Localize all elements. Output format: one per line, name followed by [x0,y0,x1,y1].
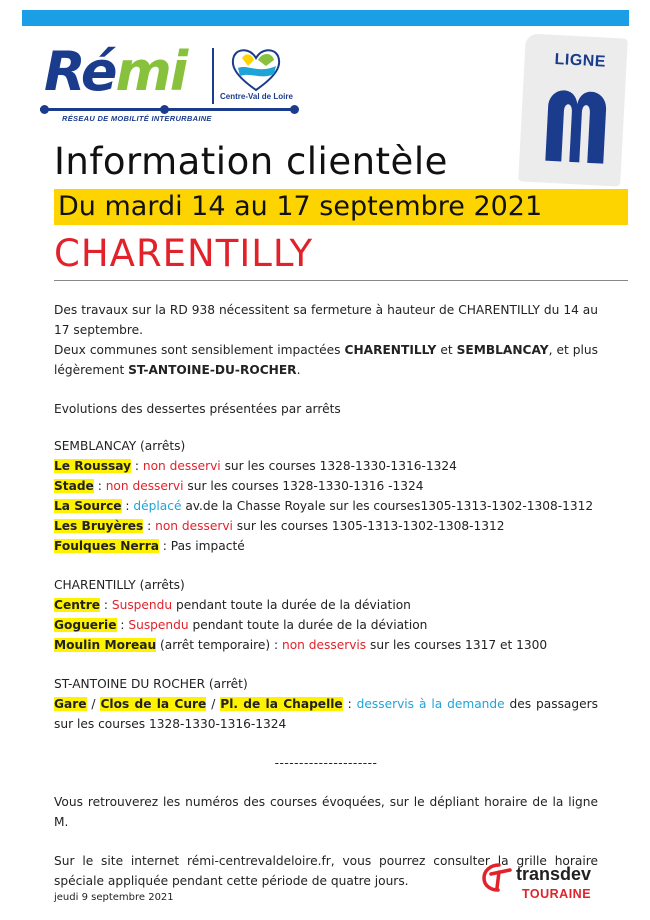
stop-line: Stade : non desservi sur les courses 1328-1330-1316 -1324 [54,479,424,493]
stop-line: Centre : Suspendu pendant toute la durée de la déviation [54,598,411,612]
logo-track-dot [290,105,299,114]
page-title: Information clientèle [54,140,448,183]
ligne-m-badge [518,33,628,186]
transdev-mark-icon [482,862,516,892]
logo-track-dot [40,105,49,114]
notice-body [54,300,598,891]
intro-paragraph-2: Deux communes sont sensiblement impactées CHARENTILLY et SEMBLANCAY, et plus légèrement ST-ANTOINE-DU-ROCHER. [54,343,598,377]
semblancay-heading: SEMBLANCAY (arrêts) [54,439,186,453]
st-antoine-heading: ST-ANTOINE DU ROCHER (arrêt) [54,677,248,691]
evolutions-heading: Evolutions des dessertes présentées par arrêts [54,402,341,416]
logo-track-line [40,108,298,111]
logo-tagline: RÉSEAU DE MOBILITÉ INTERURBAINE [62,114,212,123]
footer-date: jeudi 9 septembre 2021 [54,892,174,903]
separator-line: --------------------- [274,756,378,770]
transdev-sub: TOURAINE [522,887,592,901]
stop-line: Les Bruyères : non desservi sur les courses 1305-1313-1302-1308-1312 [54,519,505,533]
transdev-logo [482,862,612,906]
stop-line: Foulques Nerra : Pas impacté [54,539,245,553]
transdev-name: transdev [516,864,592,884]
date-range: Du mardi 14 au 17 septembre 2021 [58,191,543,222]
closing-paragraph-2: Sur le site internet rémi-centrevaldeloire.fr, vous pourrez consulter la grille horaire spéciale appliquée pendant cette période de quatre jours. [54,854,598,888]
charentilly-heading: CHARENTILLY (arrêts) [54,578,185,592]
heading-divider [54,280,628,281]
stop-line: Le Roussay : non desservi sur les courses 1328-1330-1316-1324 [54,459,457,473]
closing-paragraph-1: Vous retrouverez les numéros des courses évoquées, sur le dépliant horaire de la ligne M. [54,795,598,829]
stop-line: Moulin Moreau (arrêt temporaire) : non desservis sur les courses 1317 et 1300 [54,638,548,652]
logo-divider [212,48,214,104]
top-color-bar [22,10,629,26]
ligne-m-letter-icon [541,79,611,168]
remi-logo [40,42,300,126]
date-banner [54,189,628,225]
stop-line: Goguerie : Suspendu pendant toute la durée de la déviation [54,618,428,632]
remi-wordmark: Rémi [44,40,187,103]
intro-paragraph-1: Des travaux sur la RD 938 nécessitent sa fermeture à hauteur de CHARENTILLY du 14 au 17 septembre. [54,303,598,337]
stop-line: La Source : déplacé av.de la Chasse Royale sur les courses1305-1313-1302-1308-1312 [54,499,594,513]
ligne-label: LIGNE [554,50,607,71]
logo-track-dot [160,105,169,114]
logo-region: Centre-Val de Loire [220,92,293,101]
city-heading: CHARENTILLY [54,232,314,275]
stop-line: Gare / Clos de la Cure / Pl. de la Chapelle : desservis à la demande des passagers sur les courses 1328-1330-1316-1324 [54,697,598,731]
region-heart-icon [228,46,284,92]
